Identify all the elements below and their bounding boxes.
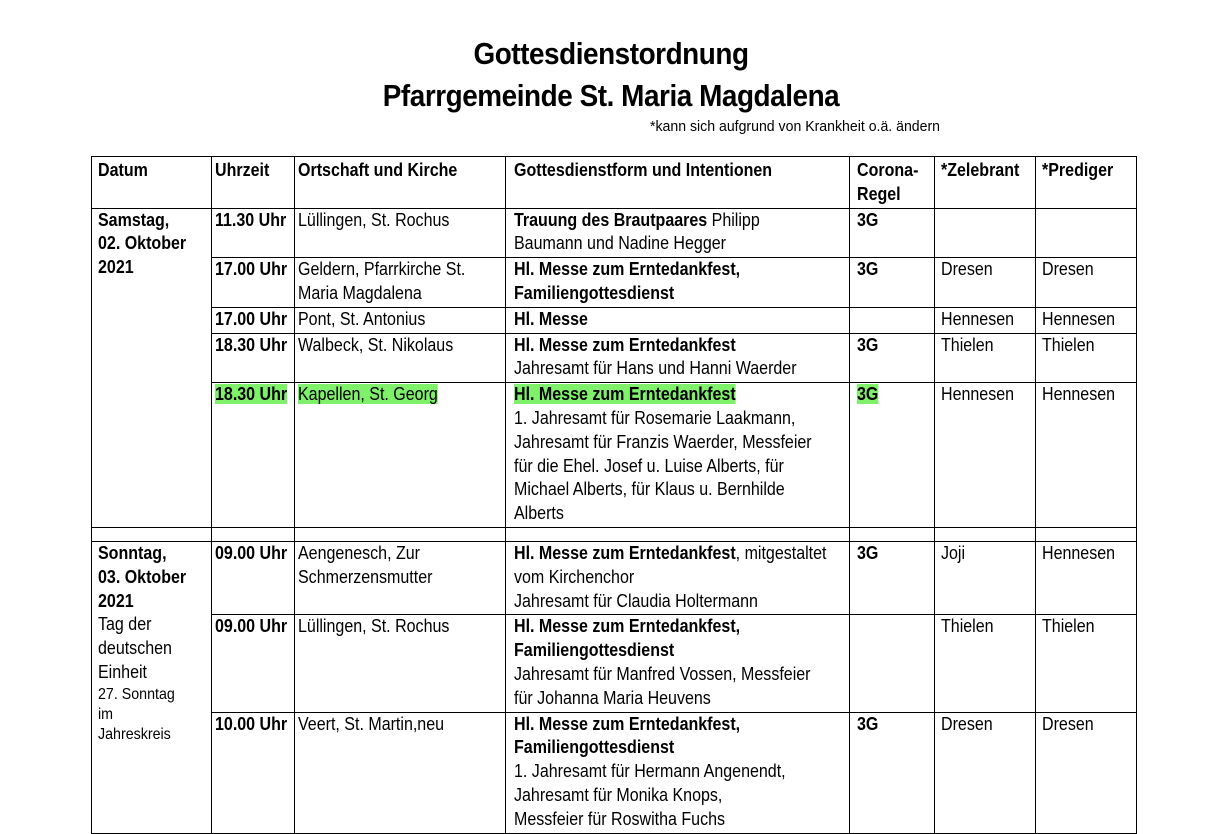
prediger-cell xyxy=(1036,208,1137,258)
rule-cell: 3G xyxy=(850,712,935,833)
form-cell: Hl. Messe zum Erntedankfest, Familiengottesdienst Jahresamt für Manfred Vossen, Messfeier für Johanna Maria Heuvens xyxy=(506,615,850,712)
date-cell-sunday: Sonntag, 03. Oktober 2021 Tag der deutschen Einheit 27. Sonntag im Jahreskreis xyxy=(92,541,212,833)
time-cell: 09.00 Uhr xyxy=(212,615,295,712)
prediger-cell: Hennesen xyxy=(1036,541,1137,614)
zelebrant-cell xyxy=(935,208,1036,258)
prediger-cell: Hennesen xyxy=(1036,383,1137,528)
place-cell: Kapellen, St. Georg xyxy=(295,383,506,528)
time-cell: 09.00 Uhr xyxy=(212,541,295,614)
place-cell: Lüllingen, St. Rochus xyxy=(295,615,506,712)
place-cell: Walbeck, St. Nikolaus xyxy=(295,333,506,383)
rule-cell xyxy=(850,307,935,333)
date-cell-saturday: Samstag, 02. Oktober 2021 xyxy=(92,208,212,527)
table-row xyxy=(92,712,1137,833)
prediger-cell: Dresen xyxy=(1036,258,1137,308)
place-cell: Aengenesch, Zur Schmerzensmutter xyxy=(295,541,506,614)
zelebrant-cell: Dresen xyxy=(935,712,1036,833)
form-cell: Hl. Messe zum Erntedankfest 1. Jahresamt für Rosemarie Laakmann, Jahresamt für Franzis Waerder, Messfeier für die Ehel. Josef u. Luise Alberts, für Michael Alberts, für Klaus u. Bernhilde Alberts xyxy=(506,383,850,528)
separator-row xyxy=(92,527,1137,541)
schedule-table xyxy=(91,156,1137,834)
time-cell: 18.30 Uhr xyxy=(212,383,295,528)
prediger-cell: Thielen xyxy=(1036,615,1137,712)
form-cell: Hl. Messe xyxy=(506,307,850,333)
header-datum: Datum xyxy=(92,157,212,209)
zelebrant-cell: Thielen xyxy=(935,333,1036,383)
table-row xyxy=(92,208,1137,258)
form-cell: Hl. Messe zum Erntedankfest, Familiengottesdienst 1. Jahresamt für Hermann Angenendt, Jahresamt für Monika Knops, Messfeier für Roswitha Fuchs xyxy=(506,712,850,833)
time-cell: 10.00 Uhr xyxy=(212,712,295,833)
table-row xyxy=(92,615,1137,712)
form-cell: Trauung des Brautpaares Philipp Baumann und Nadine Hegger xyxy=(506,208,850,258)
zelebrant-cell: Hennesen xyxy=(935,307,1036,333)
prediger-cell: Thielen xyxy=(1036,333,1137,383)
place-cell: Pont, St. Antonius xyxy=(295,307,506,333)
place-cell: Veert, St. Martin,neu xyxy=(295,712,506,833)
time-cell: 17.00 Uhr xyxy=(212,258,295,308)
prediger-cell: Hennesen xyxy=(1036,307,1137,333)
zelebrant-cell: Hennesen xyxy=(935,383,1036,528)
table-row-highlighted xyxy=(92,383,1137,528)
form-cell: Hl. Messe zum Erntedankfest, mitgestaltet vom Kirchenchor Jahresamt für Claudia Holtermann xyxy=(506,541,850,614)
header-prediger: *Prediger xyxy=(1036,157,1137,209)
time-cell: 17.00 Uhr xyxy=(212,307,295,333)
table-row xyxy=(92,258,1137,308)
rule-cell: 3G xyxy=(850,383,935,528)
form-cell: Hl. Messe zum Erntedankfest, Familiengottesdienst xyxy=(506,258,850,308)
time-cell: 18.30 Uhr xyxy=(212,333,295,383)
zelebrant-cell: Dresen xyxy=(935,258,1036,308)
table-row xyxy=(92,541,1137,614)
table-row xyxy=(92,333,1137,383)
time-cell: 11.30 Uhr xyxy=(212,208,295,258)
header-corona: Corona- Regel xyxy=(850,157,935,209)
header-form: Gottesdienstform und Intentionen xyxy=(506,157,850,209)
rule-cell: 3G xyxy=(850,333,935,383)
header-zelebrant: *Zelebrant xyxy=(935,157,1036,209)
change-note: *kann sich aufgrund von Krankheit o.ä. ändern xyxy=(650,118,941,135)
zelebrant-cell: Joji xyxy=(935,541,1036,614)
header-uhrzeit: Uhrzeit xyxy=(212,157,295,209)
place-cell: Lüllingen, St. Rochus xyxy=(295,208,506,258)
rule-cell: 3G xyxy=(850,541,935,614)
rule-cell xyxy=(850,615,935,712)
form-cell: Hl. Messe zum Erntedankfest Jahresamt für Hans und Hanni Waerder xyxy=(506,333,850,383)
rule-cell: 3G xyxy=(850,258,935,308)
page-subtitle: Pfarrgemeinde St. Maria Magdalena xyxy=(382,78,840,113)
rule-cell: 3G xyxy=(850,208,935,258)
page-title: Gottesdienstordnung xyxy=(473,36,749,71)
place-cell: Geldern, Pfarrkirche St. Maria Magdalena xyxy=(295,258,506,308)
table-header-row xyxy=(92,157,1137,209)
prediger-cell: Dresen xyxy=(1036,712,1137,833)
table-row xyxy=(92,307,1137,333)
zelebrant-cell: Thielen xyxy=(935,615,1036,712)
header-ort: Ortschaft und Kirche xyxy=(295,157,506,209)
